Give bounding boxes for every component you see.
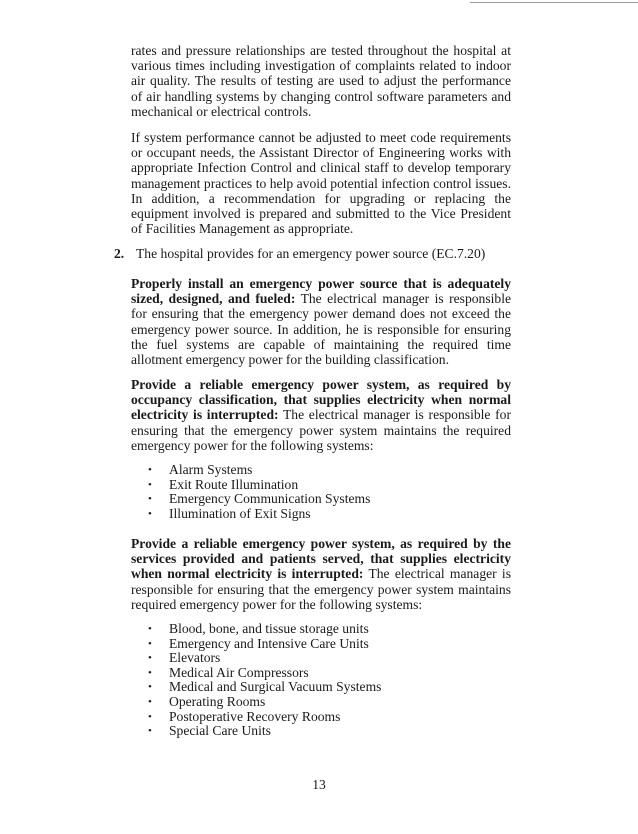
list-item: • Alarm Systems — [148, 463, 370, 478]
occupancy-systems-list — [148, 463, 370, 521]
section-services-body: The electrical manager is responsible for ensuring that the emergency power system maintains required emergency power for the following systems: — [131, 566, 511, 612]
section-power-source — [131, 276, 511, 367]
item-number: 2. — [114, 246, 125, 261]
paragraph-air-testing: rates and pressure relationships are tested throughout the hospital at various times including investigation of complaints related to indoor air quality. The results of testing are used to adjust the performance of air handling systems by changing control software parameters and mechanical or electrical controls. — [131, 43, 511, 119]
list-item: • Emergency Communication Systems — [148, 492, 370, 507]
item-text: The hospital provides for an emergency power source (EC.7.20) — [136, 246, 486, 261]
section-occupancy-body: The electrical manager is responsible for ensuring that the emergency power system maintains the required emergency power for the following systems: — [131, 407, 511, 453]
section-services-heading: Provide a reliable emergency power system, as required by the services provided and patients served, that supplies electricity when normal electricity is interrupted: — [131, 536, 511, 582]
section-power-source-body: The electrical manager is responsible for ensuring that the emergency power demand does not exceed the emergency power source. In addition, he is responsible for ensuring the fuel systems are capable of maintaining the required time allotment emergency power for the building classification. — [131, 291, 512, 368]
list-item: • Illumination of Exit Signs — [148, 507, 370, 522]
list-item: • Elevators — [148, 651, 381, 666]
list-item: • Medical Air Compressors — [148, 666, 381, 681]
section-services — [131, 536, 511, 612]
section-occupancy — [131, 377, 511, 453]
list-item: • Medical and Surgical Vacuum Systems — [148, 680, 381, 695]
services-systems-list — [148, 622, 381, 739]
list-item: • Postoperative Recovery Rooms — [148, 710, 381, 725]
paragraph-system-performance: If system performance cannot be adjusted to meet code requirements or occupant needs, the Assistant Director of Engineering works with appropriate Infection Control and clinical staff to develop temporary management practices to help avoid potential infection control issues. In addition, a recommendation for upgrading or replacing the equipment involved is prepared and submitted to the Vice President of Facilities Management as appropriate. — [131, 130, 511, 237]
list-item: • Emergency and Intensive Care Units — [148, 637, 381, 652]
list-item: • Operating Rooms — [148, 695, 381, 710]
list-item: • Blood, bone, and tissue storage units — [148, 622, 381, 637]
top-edge-rule — [470, 2, 638, 3]
section-power-source-heading: Properly install an emergency power source that is adequately sized, designed, and fueled: — [131, 276, 511, 307]
list-item: • Special Care Units — [148, 724, 381, 739]
list-item: • Exit Route Illumination — [148, 478, 370, 493]
section-occupancy-heading: Provide a reliable emergency power system, as required by occupancy classification, that supplies electricity when normal electricity is interrupted: — [131, 377, 511, 423]
page-number: 13 — [312, 777, 326, 792]
